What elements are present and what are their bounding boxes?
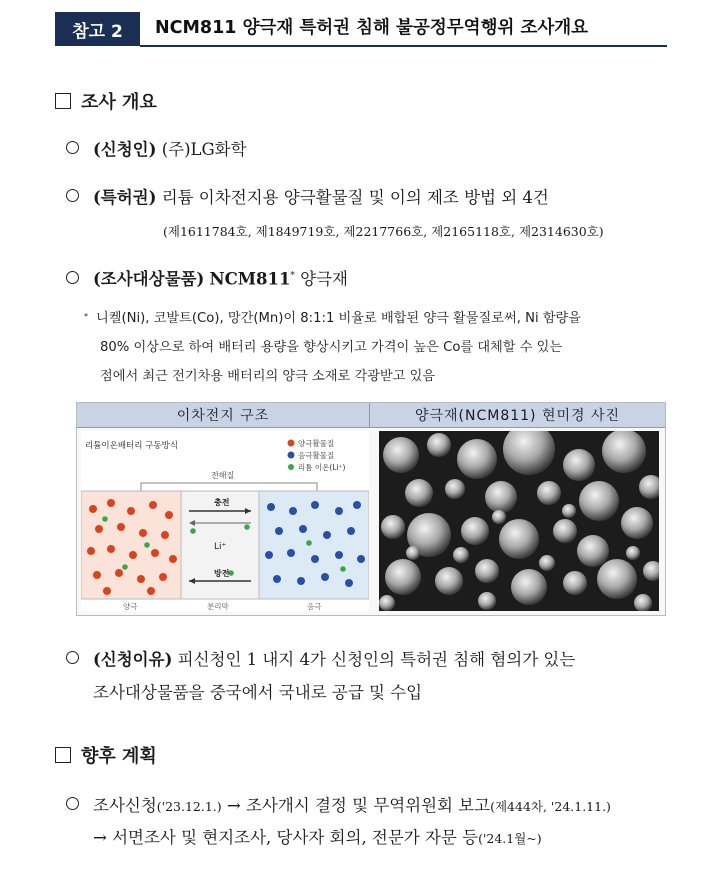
electrolyte-label: 전해질: [211, 471, 235, 480]
note-asterisk: *: [84, 312, 88, 321]
plan-open-date: (제444차, '24.1.11.): [490, 799, 611, 814]
section-plan-title: 향후 계획: [81, 746, 157, 767]
figure-left-title: 이차전지 구조: [77, 403, 370, 428]
legend-cathode-dot: [288, 440, 295, 447]
subject-footnote-mark: *: [290, 271, 295, 281]
note-line-3: 점에서 최근 전기차용 배터리의 양극 소재로 각광받고 있음: [100, 369, 436, 384]
applicant-value: (주)LG화학: [161, 140, 247, 159]
microscope-photo: [379, 431, 659, 611]
note-line-2: 80% 이상으로 하여 배터리 용량을 향상시키고 가격이 높은 Co를 대체할 수 있는: [100, 340, 563, 355]
subject-suffix: 양극재: [300, 269, 348, 289]
subject-row: [66, 264, 348, 292]
subject-note: [84, 302, 581, 391]
section-plan: [55, 742, 157, 768]
section-overview: [55, 88, 157, 114]
circle-bullet-icon: [66, 271, 79, 284]
plan-investigation-date: ('24.1월~): [478, 831, 542, 846]
particle-image: [379, 431, 659, 611]
separator-label: 분리막: [207, 602, 229, 611]
li-ion-label: Li⁺: [214, 542, 227, 552]
legend-ion-label: 리튬 이온(Li⁺): [298, 463, 346, 472]
reason-line-2: 조사대상물품을 중국에서 국내로 공급 및 수입: [93, 683, 423, 702]
applicant-label: (신청인): [93, 140, 157, 159]
patent-label: (특허권): [93, 188, 157, 207]
reason-row: [66, 648, 575, 672]
plan-apply-date: ('23.12.1.): [156, 799, 222, 814]
plan-step-investigation: → 서면조사 및 현지조사, 당사자 회의, 전문가 자문 등: [93, 828, 479, 847]
circle-bullet-icon: [66, 141, 79, 154]
plan-row-2: [93, 826, 542, 851]
figure-panel: [76, 402, 666, 616]
plan-step-open: → 조사개시 결정 및 무역위원회 보고: [226, 796, 491, 815]
patent-row: [66, 186, 549, 210]
patent-numbers: (제1611784호, 제1849719호, 제2217766호, 제2165118호, 제2314630호): [163, 224, 604, 239]
header: [55, 12, 667, 46]
subject-value: NCM811: [209, 269, 291, 289]
patent-value: 리튬 이차전지용 양극활물질 및 이의 제조 방법 외 4건: [161, 188, 549, 207]
battery-diagram: [81, 431, 369, 611]
subject-label: (조사대상물품): [93, 269, 205, 289]
reason-label: (신청이유): [93, 650, 173, 669]
page-title: NCM811 양극재 특허권 침해 불공정무역행위 조사개요: [155, 18, 589, 38]
reference-tag: 참고 2: [55, 12, 140, 46]
circle-bullet-icon: [66, 797, 79, 810]
title-underline: [140, 45, 667, 47]
section-overview-title: 조사 개요: [81, 92, 157, 113]
legend-ion-dot: [288, 464, 294, 470]
legend-anode-dot: [288, 452, 295, 459]
legend-anode-label: 음극활물질: [298, 451, 335, 460]
discharge-label: 방전: [214, 569, 230, 578]
note-line-1: * 니켈(Ni), 코발트(Co), 망간(Mn)이 8:1:1 비율로 배합된 양극 활물질로써, Ni 함량을: [84, 311, 582, 326]
anode-label: 음극: [307, 602, 322, 611]
figure-right-title: 양극재(NCM811) 현미경 사진: [370, 403, 665, 428]
plan-step-apply: 조사신청: [93, 796, 157, 815]
square-bullet-icon: [55, 93, 71, 109]
diagram-heading: 리튬이온배터리 구동방식: [85, 441, 179, 451]
circle-bullet-icon: [66, 189, 79, 202]
circle-bullet-icon: [66, 651, 79, 664]
square-bullet-icon: [55, 747, 71, 763]
legend-cathode-label: 양극활물질: [298, 439, 335, 448]
reason-line-1: 피신청인 1 내지 4가 신청인의 특허권 침해 혐의가 있는: [177, 650, 576, 669]
plan-row-1: [66, 794, 611, 819]
cathode-label: 양극: [123, 602, 138, 611]
applicant-row: [66, 138, 247, 162]
charge-label: 충전: [214, 498, 230, 507]
